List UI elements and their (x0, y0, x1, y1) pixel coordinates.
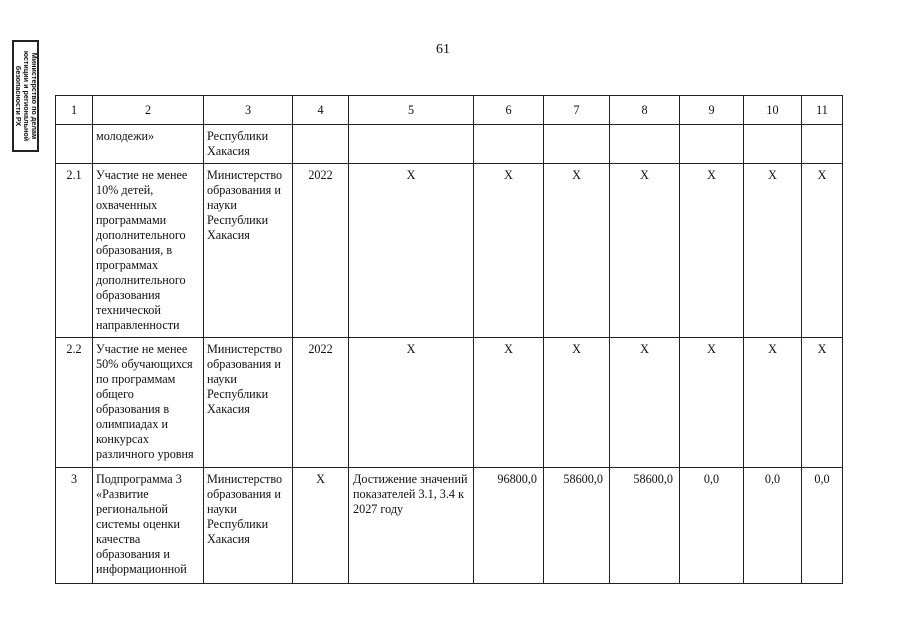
value-cell: Х (610, 338, 680, 468)
value-cell (802, 125, 843, 164)
registration-stamp (12, 40, 39, 152)
value-cell: 0,0 (802, 468, 843, 584)
year-cell (293, 125, 349, 164)
executor-cell: Министерство образования и науки Республики Хакасия (204, 338, 293, 468)
year-cell: 2022 (293, 164, 349, 338)
value-cell (680, 125, 744, 164)
stamp-line-2: юстиции и региональной (21, 50, 31, 142)
column-number-header: 4 (293, 96, 349, 125)
column-number-header: 10 (744, 96, 802, 125)
value-cell: Х (610, 164, 680, 338)
table-row (56, 338, 843, 468)
table-row (56, 468, 843, 584)
stamp-line-1: Министерство по делам (29, 52, 39, 140)
stamp-text (14, 44, 38, 148)
value-cell (744, 125, 802, 164)
value-cell: Х (802, 338, 843, 468)
measure-name-cell: Подпрограмма 3 «Развитие региональной системы оценки качества образования и информационной (93, 468, 204, 584)
value-cell: Х (744, 338, 802, 468)
column-number-header: 8 (610, 96, 680, 125)
table-row (56, 125, 843, 164)
value-cell: 58600,0 (544, 468, 610, 584)
year-cell: Х (293, 468, 349, 584)
value-cell: Х (744, 164, 802, 338)
row-number-cell: 3 (56, 468, 93, 584)
value-cell (474, 125, 544, 164)
executor-cell: Министерство образования и науки Республики Хакасия (204, 468, 293, 584)
value-cell: Х (680, 338, 744, 468)
column-number-header: 9 (680, 96, 744, 125)
measure-name-cell: Участие не менее 50% обучающихся по программам общего образования в олимпиадах и конкурсах различного уровня (93, 338, 204, 468)
column-number-header: 2 (93, 96, 204, 125)
executor-cell: Республики Хакасия (204, 125, 293, 164)
goal-cell (349, 125, 474, 164)
value-cell (610, 125, 680, 164)
stamp-line-3: безопасности РХ (13, 65, 23, 127)
page-number: 61 (436, 42, 450, 57)
value-cell (544, 125, 610, 164)
value-cell: Х (544, 164, 610, 338)
column-number-header: 1 (56, 96, 93, 125)
program-table (55, 95, 843, 584)
value-cell: 58600,0 (610, 468, 680, 584)
column-number-header: 3 (204, 96, 293, 125)
value-cell: Х (474, 164, 544, 338)
goal-cell: Х (349, 338, 474, 468)
column-number-header: 5 (349, 96, 474, 125)
measure-name-cell: молодежи» (93, 125, 204, 164)
column-number-header: 7 (544, 96, 610, 125)
row-number-cell: 2.1 (56, 164, 93, 338)
value-cell: Х (680, 164, 744, 338)
table-row (56, 164, 843, 338)
header-row (56, 96, 843, 125)
measure-name-cell: Участие не менее 10% детей, охваченных программами дополнительного образования, в программах дополнительного образования технической направленности (93, 164, 204, 338)
goal-cell: Х (349, 164, 474, 338)
value-cell: Х (544, 338, 610, 468)
executor-cell: Министерство образования и науки Республики Хакасия (204, 164, 293, 338)
year-cell: 2022 (293, 338, 349, 468)
row-number-cell (56, 125, 93, 164)
value-cell: Х (802, 164, 843, 338)
row-number-cell: 2.2 (56, 338, 93, 468)
value-cell: 0,0 (744, 468, 802, 584)
value-cell: 96800,0 (474, 468, 544, 584)
value-cell: 0,0 (680, 468, 744, 584)
goal-cell: Достижение значений показателей 3.1, 3.4 к 2027 году (349, 468, 474, 584)
column-number-header: 6 (474, 96, 544, 125)
value-cell: Х (474, 338, 544, 468)
column-number-header: 11 (802, 96, 843, 125)
